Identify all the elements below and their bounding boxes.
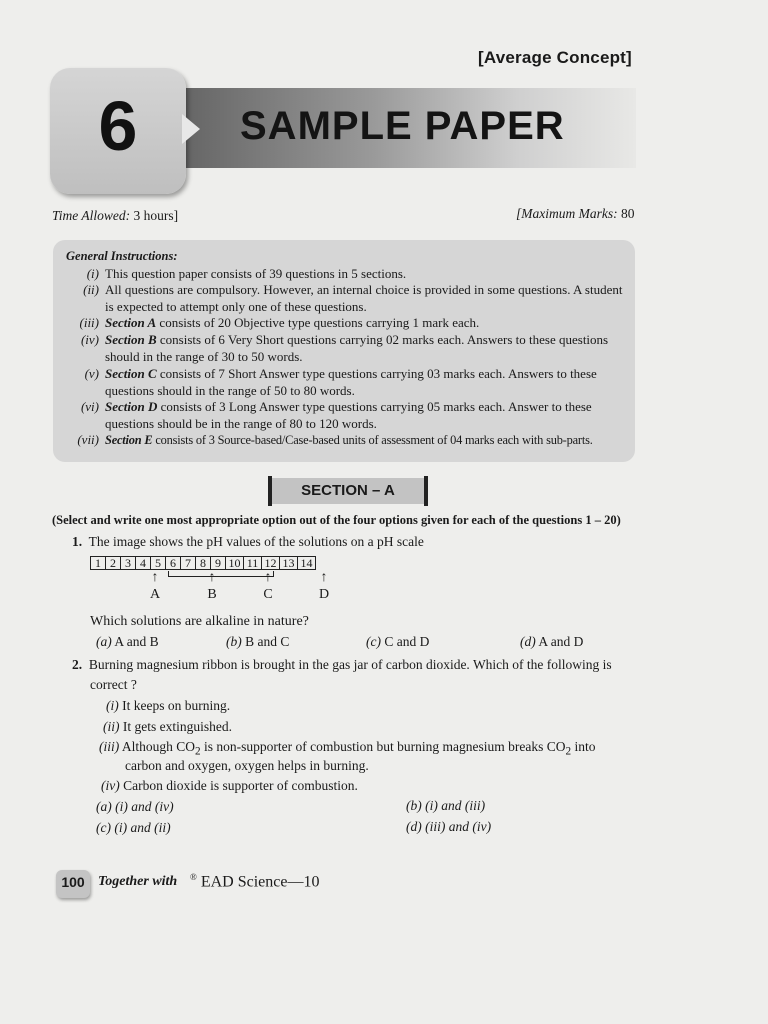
question-number: 1. [72, 534, 83, 549]
option-b: (b) B and C [226, 634, 290, 649]
section-note: (Select and write one most appropriate option out of the four options given for each of the questions 1 – 20) [52, 513, 621, 527]
option-b: (b) (i) and (iii) [406, 798, 486, 813]
ph-cell: 7 [181, 557, 196, 570]
ph-cell: 6 [166, 557, 181, 570]
instruction-text: consists of 6 Very Short questions carrying 02 marks each. Answers to these questions should in the range of 30 to 50 words. [105, 332, 609, 364]
statement-2: (ii) It gets extinguished. [103, 719, 232, 734]
paper-number: 6 [98, 87, 138, 165]
question-2 [72, 657, 642, 673]
statement-3: (iii) Although $CO_2$ is non-supporter of combustion but burning magnesium breaks $CO_2$ into [99, 739, 596, 758]
option-c: (c) (i) and (ii) [96, 820, 171, 835]
instruction-lead: Section A [105, 315, 157, 330]
option-a: (a) A and B [96, 634, 159, 649]
max-marks [516, 206, 634, 222]
up-arrow-icon: ↑ [320, 570, 328, 585]
instruction-text: All questions are compulsory. However, an internal choice is provided in some questions. A student is expected to attempt only one of these questions. [105, 282, 623, 314]
instruction-num: (vii) [77, 432, 99, 447]
page-title: SAMPLE PAPER [240, 104, 565, 148]
concept-tag: [Average Concept] [478, 48, 632, 67]
instruction-text: consists of 3 Source-based/Case-based units of assessment of 04 marks each with sub-parts. [152, 433, 593, 447]
instruction-text: consists of 20 Objective type questions carrying 1 mark each. [156, 315, 480, 330]
ph-cell: 4 [136, 557, 151, 570]
statement-4: (iv) Carbon dioxide is supporter of combustion. [101, 778, 358, 793]
instruction-text: This question paper consists of 39 questions in 5 sections. [105, 266, 407, 281]
ph-cell: 3 [121, 557, 136, 570]
page-number: 100 [61, 874, 85, 890]
instruction-num: (vi) [80, 399, 99, 414]
ph-cell: 5 [151, 557, 166, 570]
marks-label: [Maximum Marks: [516, 206, 618, 221]
marks-value: 80 [617, 206, 635, 221]
instruction-num: (iii) [79, 315, 99, 330]
book-title: ® EAD Science—10 [190, 872, 320, 891]
instruction-text: consists of 7 Short Answer type questions carrying 03 marks each. Answers to these questions should in the range of 50 to 80 words. [105, 366, 597, 398]
instruction-lead: Section E [105, 433, 153, 447]
ph-cell: 13 [280, 557, 298, 570]
ph-cell: 9 [211, 557, 226, 570]
question-text: Burning magnesium ribbon is brought in the gas jar of carbon dioxide. Which of the following is [88, 657, 612, 672]
marker-label: D [318, 587, 330, 602]
paper-number-box [50, 68, 186, 194]
instructions-list [57, 266, 637, 456]
question-text: The image shows the pH values of the solutions on a pH scale [88, 534, 424, 549]
marker-label: C [263, 587, 273, 602]
instructions-heading: General Instructions: [66, 249, 178, 263]
time-value: 3 hours] [130, 208, 179, 223]
option-c: (c) C and D [366, 634, 430, 649]
question-subtext: Which solutions are alkaline in nature? [90, 614, 309, 629]
instruction-num: (v) [84, 366, 99, 381]
question-text-cont: correct ? [90, 677, 137, 692]
option-a: (a) (i) and (iv) [96, 799, 174, 814]
ph-cell: 10 [226, 557, 244, 570]
question-1 [72, 534, 424, 550]
time-allowed [52, 208, 178, 224]
time-label: Time Allowed: [52, 208, 131, 223]
ph-cell: 1 [91, 557, 106, 570]
instruction-num: (i) [86, 266, 99, 281]
instruction-text: consists of 3 Long Answer type questions carrying 05 marks each. Answer to these questions should be in the range of 80 to 120 words. [105, 399, 592, 431]
ph-cell: 8 [196, 557, 211, 570]
up-arrow-icon: ↑ [151, 570, 159, 585]
instruction-num: (iv) [80, 332, 99, 347]
question-number: 2. [72, 657, 83, 672]
section-title: SECTION – A [301, 482, 395, 499]
arrow-icon [182, 114, 200, 144]
brand-logo: Together with [98, 874, 178, 889]
instruction-lead: Section B [105, 332, 157, 347]
marker-label: B [207, 587, 217, 602]
ph-scale [90, 556, 316, 570]
instruction-num: (ii) [83, 282, 99, 297]
statement-3-cont: carbon and oxygen, oxygen helps in burning. [125, 758, 369, 773]
option-d: (d) (iii) and (iv) [406, 819, 492, 834]
ph-cell: 11 [244, 557, 262, 570]
statement-1: (i) It keeps on burning. [106, 698, 231, 713]
ph-cell: 14 [298, 557, 316, 570]
instruction-lead: Section D [105, 399, 158, 414]
instruction-lead: Section C [105, 366, 157, 381]
up-arrow-icon: ↑ [264, 570, 272, 585]
up-arrow-icon: ↑ [208, 570, 216, 585]
marker-label: A [149, 587, 161, 602]
option-d: (d) A and D [520, 634, 584, 649]
ph-cell: 12 [262, 557, 280, 570]
ph-cell: 2 [106, 557, 121, 570]
